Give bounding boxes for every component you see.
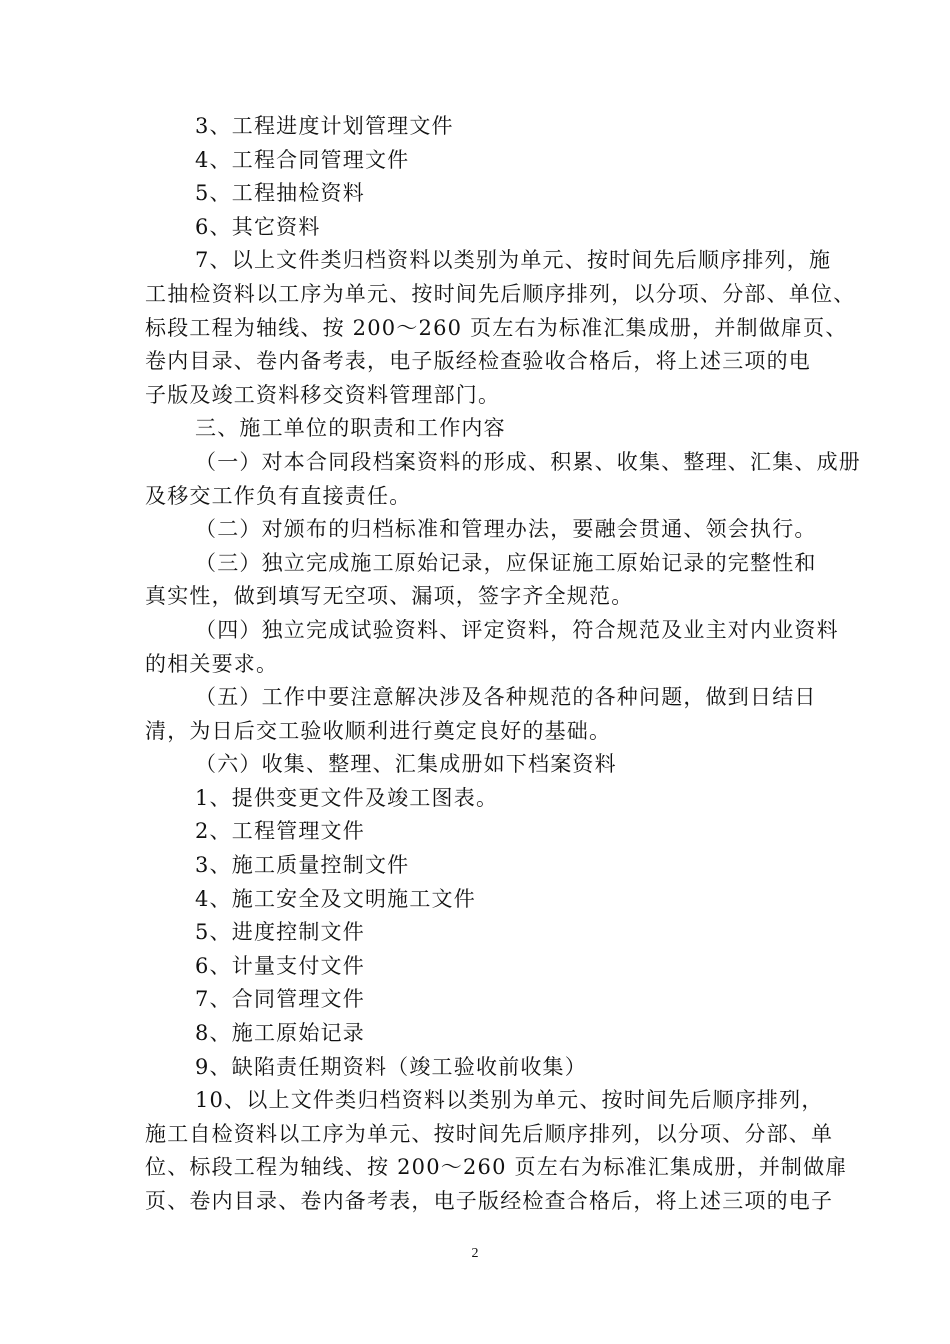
text-line: （六）收集、整理、汇集成册如下档案资料 — [195, 752, 617, 777]
text-line: 4、工程合同管理文件 — [195, 147, 410, 172]
text-line: 清，为日后交工验收顺利进行奠定良好的基础。 — [145, 718, 612, 743]
text-line: 标段工程为轴线、按 200～260 页左右为标准汇集成册，并制做扉页、 — [145, 315, 848, 340]
text-line: 6、计量支付文件 — [195, 953, 365, 978]
text-line: 卷内目录、卷内备考表，电子版经检查验收合格后，将上述三项的电 — [145, 349, 811, 374]
text-line: 子版及竣工资料移交资料管理部门。 — [145, 382, 501, 407]
document-body — [145, 110, 861, 1219]
text-line: 施工自检资料以工序为单元、按时间先后顺序排列，以分项、分部、单 — [145, 1121, 834, 1146]
text-line: 8、施工原始记录 — [195, 1021, 365, 1046]
text-line: 6、其它资料 — [195, 214, 321, 239]
text-line: 7、合同管理文件 — [195, 987, 365, 1012]
text-line: 页、卷内目录、卷内备考表，电子版经检查合格后，将上述三项的电子 — [145, 1189, 834, 1213]
text-line: 2、工程管理文件 — [195, 819, 365, 844]
text-line: 真实性，做到填写无空项、漏项，签字齐全规范。 — [145, 584, 634, 609]
text-line: 5、工程抽检资料 — [195, 181, 365, 206]
text-line: 9、缺陷责任期资料（竣工验收前收集） — [195, 1054, 587, 1079]
text-line: 的相关要求。 — [145, 651, 279, 676]
text-line: （三）独立完成施工原始记录，应保证施工原始记录的完整性和 — [195, 550, 817, 575]
text-line: （二）对颁布的归档标准和管理办法，要融会贯通、领会执行。 — [195, 517, 817, 542]
text-line: 4、施工安全及文明施工文件 — [195, 886, 476, 911]
page-number: 2 — [471, 1246, 479, 1261]
text-line: 位、标段工程为轴线、按 200～260 页左右为标准汇集成册，并制做扉 — [145, 1155, 848, 1180]
text-line: 工抽检资料以工序为单元、按时间先后顺序排列，以分项、分部、单位、 — [145, 281, 856, 306]
text-line: 1、提供变更文件及竣工图表。 — [195, 785, 499, 810]
text-line: 3、施工质量控制文件 — [195, 853, 410, 878]
text-line: 及移交工作负有直接责任。 — [145, 483, 412, 508]
text-line: 7、以上文件类归档资料以类别为单元、按时间先后顺序排列，施 — [195, 248, 832, 273]
text-line: （一）对本合同段档案资料的形成、积累、收集、整理、汇集、成册 — [195, 449, 861, 474]
text-line: 三、施工单位的职责和工作内容 — [195, 416, 506, 441]
text-line: （五）工作中要注意解决涉及各种规范的各种问题，做到日结日 — [195, 685, 817, 710]
text-line: 5、进度控制文件 — [195, 920, 365, 945]
text-line: 3、工程进度计划管理文件 — [195, 114, 454, 138]
text-line: 10、以上文件类归档资料以类别为单元、按时间先后顺序排列， — [195, 1088, 824, 1113]
text-line: （四）独立完成试验资料、评定资料，符合规范及业主对内业资料 — [195, 617, 839, 642]
